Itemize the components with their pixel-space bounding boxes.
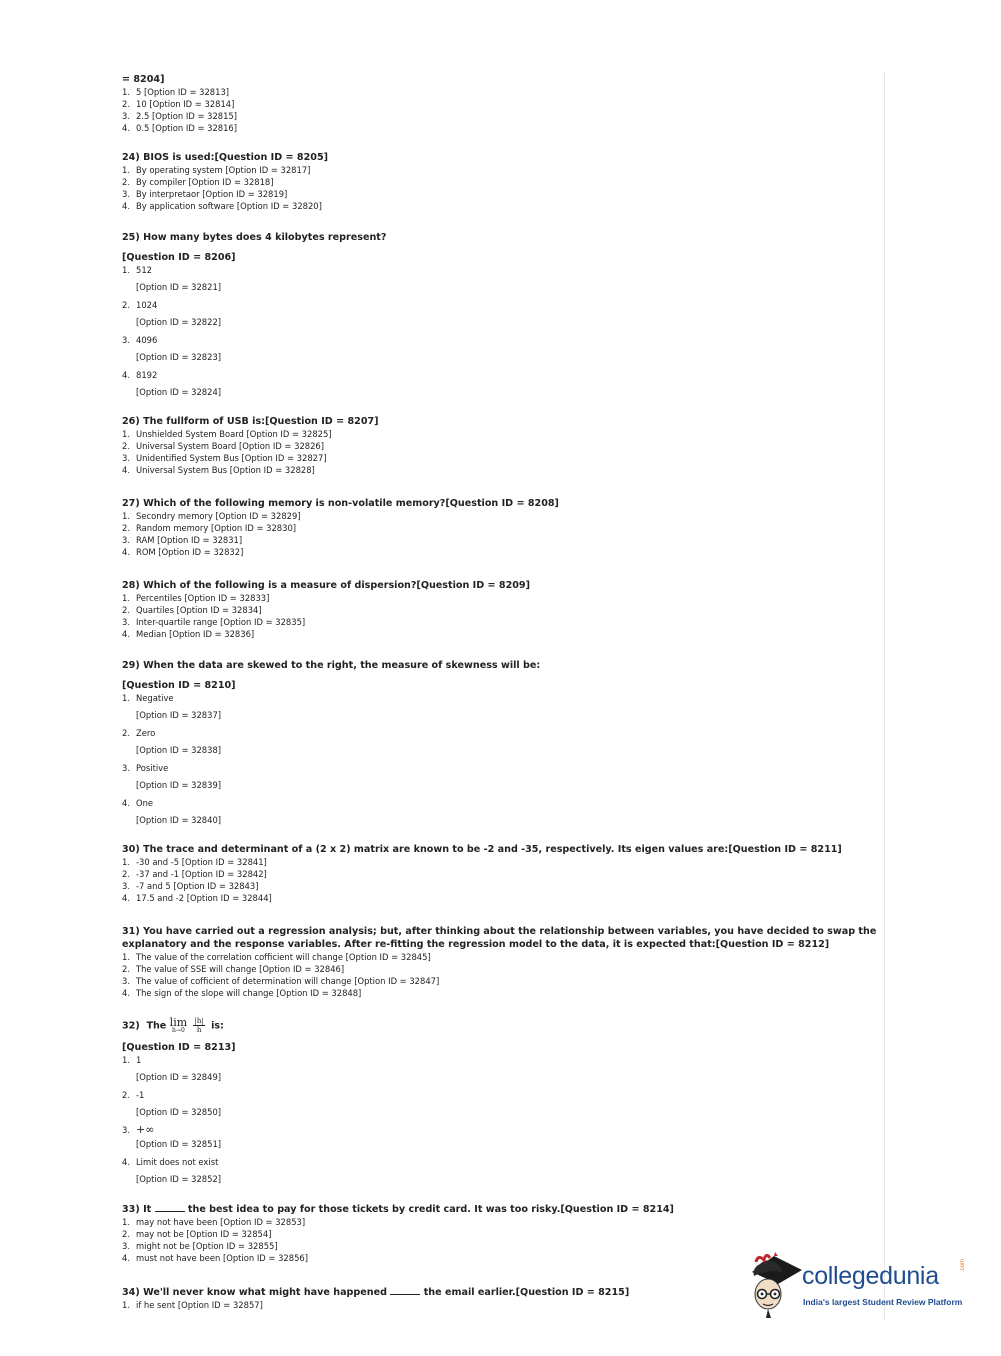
question-30 xyxy=(122,843,882,904)
option-item: 2. Universal System Board [Option ID = 32826] xyxy=(122,441,325,451)
fill-blank xyxy=(155,1202,185,1212)
option-item: 3. RAM [Option ID = 32831] xyxy=(122,535,243,545)
option-item: 3. Positive xyxy=(122,763,169,773)
question-24 xyxy=(122,151,882,212)
option-id: [Option ID = 32822] xyxy=(136,317,222,327)
option-item: 3. 2.5 [Option ID = 32815] xyxy=(122,111,238,121)
option-item: 1. Percentiles [Option ID = 32833] xyxy=(122,593,270,603)
option-item: 4. By application software [Option ID = 32820] xyxy=(122,201,322,211)
brand-name: collegedunia xyxy=(802,1262,939,1290)
option-item: 3. +∞ xyxy=(122,1123,155,1136)
options-list xyxy=(122,428,882,476)
question-paper xyxy=(122,73,882,1328)
question-32 xyxy=(122,1017,882,1185)
question-heading: 30) The trace and determinant of a (2 x 2) matrix are known to be -2 and -35, respectively. Its eigen values are:[Question ID = 8211] xyxy=(122,844,842,855)
option-item: 1. if he sent [Option ID = 32857] xyxy=(122,1300,263,1310)
option-item: 3. Unidentified System Bus [Option ID = 32827] xyxy=(122,453,327,463)
option-item: 4. Median [Option ID = 32836] xyxy=(122,629,255,639)
option-item: 2. 10 [Option ID = 32814] xyxy=(122,99,235,109)
option-item: 1. 5 [Option ID = 32813] xyxy=(122,87,230,97)
option-id: [Option ID = 32840] xyxy=(136,815,222,825)
option-item: 1. 512 xyxy=(122,265,152,275)
question-27 xyxy=(122,497,882,558)
option-item: 3. By interpretaor [Option ID = 32819] xyxy=(122,189,288,199)
option-id: [Option ID = 32838] xyxy=(136,745,222,755)
option-item: 3. 4096 xyxy=(122,335,158,345)
fraction: $\frac{|h|}{h}$ xyxy=(194,1017,204,1034)
option-id: [Option ID = 32850] xyxy=(136,1107,222,1117)
brand-domain: .com xyxy=(960,1258,966,1272)
question-id: [Question ID = 8206] xyxy=(122,252,236,263)
option-item: 4. 0.5 [Option ID = 32816] xyxy=(122,123,238,133)
option-item: 2. By compiler [Option ID = 32818] xyxy=(122,177,274,187)
brand-tagline: India's largest Student Review Platform xyxy=(803,1297,963,1307)
options-list xyxy=(122,164,882,212)
question-heading: 25) How many bytes does 4 kilobytes represent? xyxy=(122,232,387,243)
option-item: 1. -30 and -5 [Option ID = 32841] xyxy=(122,857,267,867)
limit-expression: lim h→0 xyxy=(169,1015,188,1034)
options-list xyxy=(122,951,882,999)
question-id-tail: = 8204] xyxy=(122,74,165,85)
question-26 xyxy=(122,415,882,476)
option-item: 3. Inter-quartile range [Option ID = 32835] xyxy=(122,617,306,627)
option-item: 4. Universal System Bus [Option ID = 32828] xyxy=(122,465,315,475)
option-item: 4. ROM [Option ID = 32832] xyxy=(122,547,244,557)
question-id: [Question ID = 8210] xyxy=(122,680,236,691)
options-list xyxy=(122,856,882,904)
option-id: [Option ID = 32821] xyxy=(136,282,222,292)
option-item: 2. Random memory [Option ID = 32830] xyxy=(122,523,297,533)
option-item: 1. Secondry memory [Option ID = 32829] xyxy=(122,511,301,521)
option-id: [Option ID = 32839] xyxy=(136,780,222,790)
question-heading: 33) It the best idea to pay for those tickets by credit card. It was too risky.[Question ID = 8214] xyxy=(122,1204,674,1215)
option-item: 1. Negative xyxy=(122,693,174,703)
question-heading: 29) When the data are skewed to the right, the measure of skewness will be: xyxy=(122,660,541,671)
option-item: 2. -37 and -1 [Option ID = 32842] xyxy=(122,869,267,879)
option-item: 1. By operating system [Option ID = 32817] xyxy=(122,165,311,175)
question-23-tail xyxy=(122,73,882,134)
collegedunia-logo xyxy=(744,1250,974,1320)
option-id: [Option ID = 32852] xyxy=(136,1174,222,1184)
option-id: [Option ID = 32851] xyxy=(136,1139,222,1149)
question-29 xyxy=(122,659,882,826)
option-item: 4. The sign of the slope will change [Option ID = 32848] xyxy=(122,988,362,998)
option-item: 3. might not be [Option ID = 32855] xyxy=(122,1241,278,1251)
option-item: 1. may not have been [Option ID = 32853] xyxy=(122,1217,306,1227)
option-item: 2. may not be [Option ID = 32854] xyxy=(122,1229,272,1239)
option-item: 4. One xyxy=(122,798,154,808)
options-list xyxy=(122,510,882,558)
option-item: 2. 1024 xyxy=(122,300,158,310)
page-margin-rule xyxy=(884,72,885,1320)
question-id: [Question ID = 8213] xyxy=(122,1042,236,1053)
option-item: 4. 17.5 and -2 [Option ID = 32844] xyxy=(122,893,272,903)
option-item: 4. 8192 xyxy=(122,370,158,380)
fill-blank xyxy=(390,1285,420,1295)
question-heading: 27) Which of the following memory is non-volatile memory?[Question ID = 8208] xyxy=(122,498,559,509)
option-item: 1. 1 xyxy=(122,1055,142,1065)
option-id: [Option ID = 32837] xyxy=(136,710,222,720)
question-31 xyxy=(122,925,882,999)
question-heading: 26) The fullform of USB is:[Question ID = 8207] xyxy=(122,416,379,427)
question-heading: 34) We'll never know what might have happened the email earlier.[Question ID = 8215] xyxy=(122,1287,630,1298)
option-item: 2. The value of SSE will change [Option ID = 32846] xyxy=(122,964,345,974)
option-item: 2. Zero xyxy=(122,728,156,738)
option-item: 3. The value of cofficient of determination will change [Option ID = 32847] xyxy=(122,976,440,986)
option-id: [Option ID = 32849] xyxy=(136,1072,222,1082)
option-id: [Option ID = 32823] xyxy=(136,352,222,362)
option-item: 2. Quartiles [Option ID = 32834] xyxy=(122,605,262,615)
question-heading: 31) You have carried out a regression analysis; but, after thinking about the relationship between variables, you have decided to swap the explanatory and the response variables. After re-fitting the regression model to the data, it is expected that:[Question ID = 8212] xyxy=(122,926,877,950)
option-id: [Option ID = 32824] xyxy=(136,387,222,397)
option-item: 1. Unshielded System Board [Option ID = 32825] xyxy=(122,429,332,439)
option-item: 4. must not have been [Option ID = 32856] xyxy=(122,1253,309,1263)
option-item: 4. Limit does not exist xyxy=(122,1157,219,1167)
option-item: 1. The value of the correlation cofficient will change [Option ID = 32845] xyxy=(122,952,431,962)
mascot-icon xyxy=(744,1250,804,1320)
options-list xyxy=(122,592,882,640)
question-heading: 32) The lim h→0 $\frac{|h|}{h}$ is: xyxy=(122,1015,224,1034)
option-item: 2. -1 xyxy=(122,1090,145,1100)
question-25 xyxy=(122,231,882,398)
question-28 xyxy=(122,579,882,640)
question-heading: 24) BIOS is used:[Question ID = 8205] xyxy=(122,152,329,163)
options-list xyxy=(122,86,882,134)
option-item: 3. -7 and 5 [Option ID = 32843] xyxy=(122,881,259,891)
question-heading: 28) Which of the following is a measure of dispersion?[Question ID = 8209] xyxy=(122,580,530,591)
